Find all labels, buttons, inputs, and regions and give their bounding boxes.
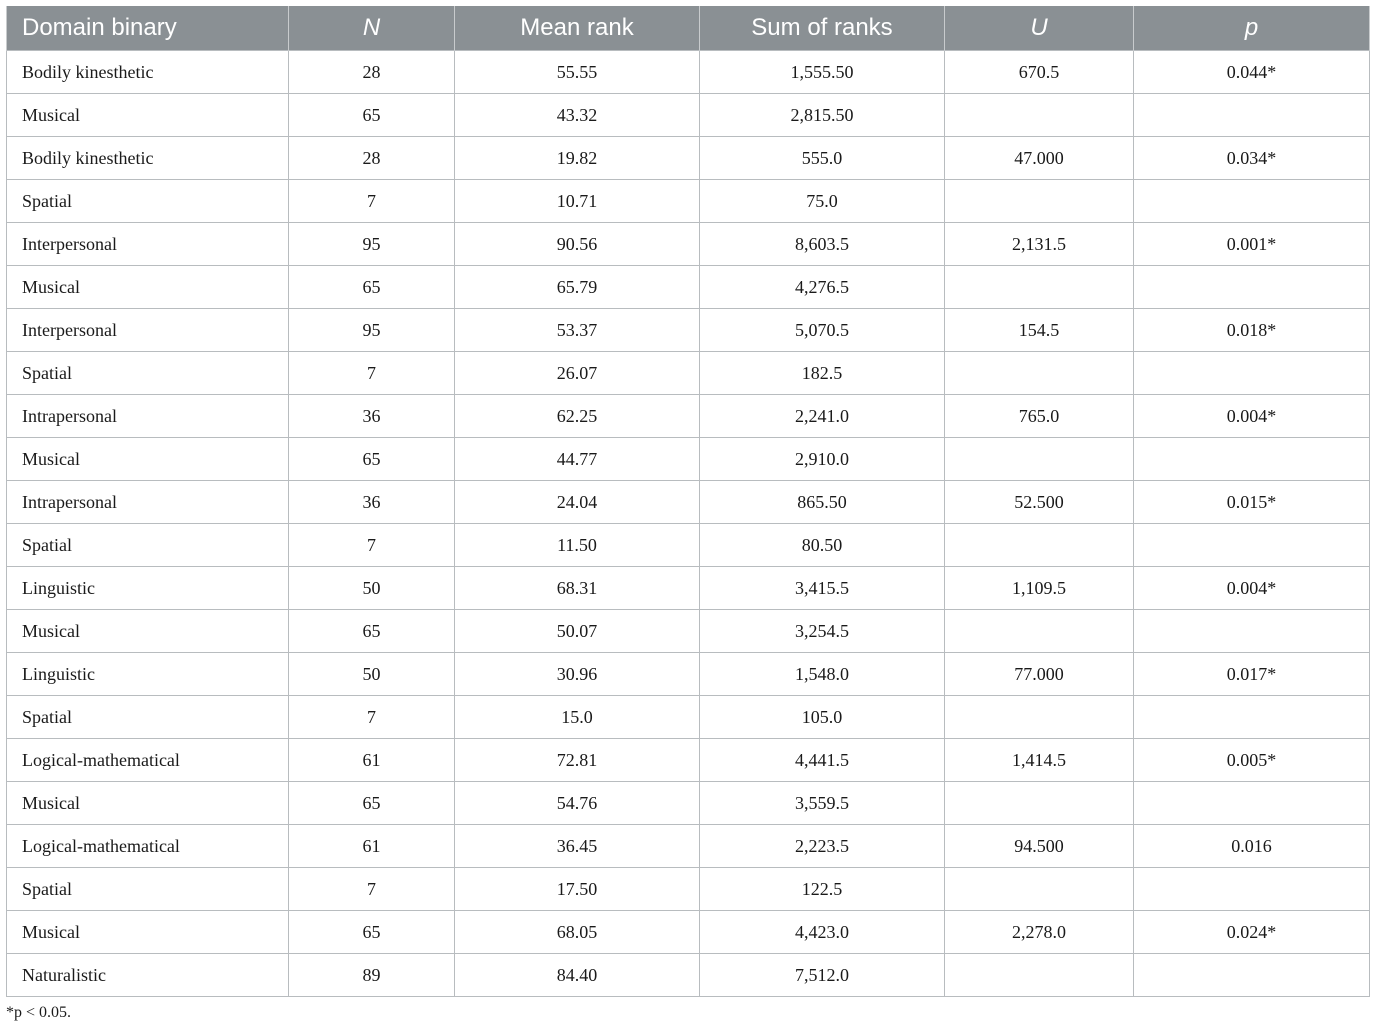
cell-n: 28	[289, 137, 455, 180]
cell-p: 0.044*	[1134, 51, 1370, 94]
cell-sum-of-ranks: 5,070.5	[700, 309, 945, 352]
cell-domain: Bodily kinesthetic	[7, 137, 289, 180]
cell-u	[945, 438, 1134, 481]
cell-domain: Musical	[7, 782, 289, 825]
cell-domain: Logical-mathematical	[7, 739, 289, 782]
table-row	[7, 954, 1370, 997]
mann-whitney-results-table	[6, 6, 1370, 997]
cell-u	[945, 352, 1134, 395]
cell-n: 89	[289, 954, 455, 997]
cell-sum-of-ranks: 865.50	[700, 481, 945, 524]
table-row	[7, 94, 1370, 137]
cell-p	[1134, 180, 1370, 223]
cell-mean-rank: 62.25	[455, 395, 700, 438]
cell-domain: Musical	[7, 911, 289, 954]
cell-mean-rank: 54.76	[455, 782, 700, 825]
cell-sum-of-ranks: 105.0	[700, 696, 945, 739]
cell-u	[945, 868, 1134, 911]
cell-sum-of-ranks: 4,441.5	[700, 739, 945, 782]
cell-mean-rank: 11.50	[455, 524, 700, 567]
cell-sum-of-ranks: 2,223.5	[700, 825, 945, 868]
table-row	[7, 610, 1370, 653]
cell-mean-rank: 30.96	[455, 653, 700, 696]
cell-u	[945, 782, 1134, 825]
cell-domain: Musical	[7, 266, 289, 309]
results-table-container	[6, 6, 1369, 997]
cell-n: 61	[289, 739, 455, 782]
cell-u: 154.5	[945, 309, 1134, 352]
cell-mean-rank: 90.56	[455, 223, 700, 266]
table-row	[7, 524, 1370, 567]
cell-sum-of-ranks: 3,559.5	[700, 782, 945, 825]
cell-domain: Interpersonal	[7, 309, 289, 352]
cell-domain: Interpersonal	[7, 223, 289, 266]
cell-n: 65	[289, 610, 455, 653]
cell-domain: Spatial	[7, 352, 289, 395]
cell-mean-rank: 19.82	[455, 137, 700, 180]
header-mean-rank: Mean rank	[455, 6, 700, 51]
cell-p	[1134, 610, 1370, 653]
cell-u: 77.000	[945, 653, 1134, 696]
cell-domain: Musical	[7, 94, 289, 137]
cell-n: 7	[289, 524, 455, 567]
cell-domain: Musical	[7, 610, 289, 653]
cell-mean-rank: 24.04	[455, 481, 700, 524]
cell-n: 65	[289, 94, 455, 137]
cell-p	[1134, 266, 1370, 309]
header-domain-binary: Domain binary	[7, 6, 289, 51]
cell-sum-of-ranks: 2,815.50	[700, 94, 945, 137]
cell-mean-rank: 10.71	[455, 180, 700, 223]
cell-mean-rank: 36.45	[455, 825, 700, 868]
cell-u: 765.0	[945, 395, 1134, 438]
cell-sum-of-ranks: 7,512.0	[700, 954, 945, 997]
table-body	[7, 51, 1370, 997]
table-row	[7, 567, 1370, 610]
cell-sum-of-ranks: 75.0	[700, 180, 945, 223]
cell-domain: Intrapersonal	[7, 481, 289, 524]
cell-domain: Spatial	[7, 696, 289, 739]
cell-p: 0.015*	[1134, 481, 1370, 524]
table-row	[7, 739, 1370, 782]
cell-sum-of-ranks: 2,241.0	[700, 395, 945, 438]
cell-p: 0.024*	[1134, 911, 1370, 954]
cell-sum-of-ranks: 4,276.5	[700, 266, 945, 309]
cell-u	[945, 94, 1134, 137]
table-row	[7, 825, 1370, 868]
cell-p: 0.017*	[1134, 653, 1370, 696]
cell-mean-rank: 72.81	[455, 739, 700, 782]
cell-n: 36	[289, 481, 455, 524]
table-row	[7, 309, 1370, 352]
cell-mean-rank: 17.50	[455, 868, 700, 911]
cell-p	[1134, 868, 1370, 911]
cell-p: 0.004*	[1134, 567, 1370, 610]
cell-u: 1,414.5	[945, 739, 1134, 782]
cell-sum-of-ranks: 182.5	[700, 352, 945, 395]
header-n: N	[289, 6, 455, 51]
cell-u: 47.000	[945, 137, 1134, 180]
cell-u: 94.500	[945, 825, 1134, 868]
cell-mean-rank: 50.07	[455, 610, 700, 653]
cell-sum-of-ranks: 555.0	[700, 137, 945, 180]
cell-u	[945, 524, 1134, 567]
cell-domain: Musical	[7, 438, 289, 481]
cell-u: 670.5	[945, 51, 1134, 94]
cell-domain: Spatial	[7, 868, 289, 911]
table-row	[7, 653, 1370, 696]
cell-mean-rank: 43.32	[455, 94, 700, 137]
cell-mean-rank: 53.37	[455, 309, 700, 352]
cell-p: 0.018*	[1134, 309, 1370, 352]
cell-u: 1,109.5	[945, 567, 1134, 610]
cell-n: 65	[289, 438, 455, 481]
cell-p	[1134, 782, 1370, 825]
cell-p: 0.034*	[1134, 137, 1370, 180]
cell-p	[1134, 352, 1370, 395]
header-sum-of-ranks: Sum of ranks	[700, 6, 945, 51]
footnote: *p < 0.05.	[6, 1004, 72, 1021]
cell-mean-rank: 15.0	[455, 696, 700, 739]
cell-sum-of-ranks: 2,910.0	[700, 438, 945, 481]
cell-domain: Linguistic	[7, 567, 289, 610]
cell-mean-rank: 55.55	[455, 51, 700, 94]
cell-u: 2,278.0	[945, 911, 1134, 954]
cell-u: 52.500	[945, 481, 1134, 524]
cell-p	[1134, 696, 1370, 739]
cell-domain: Bodily kinesthetic	[7, 51, 289, 94]
cell-mean-rank: 65.79	[455, 266, 700, 309]
cell-n: 50	[289, 567, 455, 610]
cell-n: 36	[289, 395, 455, 438]
cell-u	[945, 266, 1134, 309]
cell-n: 7	[289, 352, 455, 395]
cell-domain: Linguistic	[7, 653, 289, 696]
cell-domain: Naturalistic	[7, 954, 289, 997]
header-u: U	[945, 6, 1134, 51]
cell-p: 0.004*	[1134, 395, 1370, 438]
table-row	[7, 868, 1370, 911]
table-row	[7, 696, 1370, 739]
cell-domain: Intrapersonal	[7, 395, 289, 438]
cell-mean-rank: 26.07	[455, 352, 700, 395]
cell-n: 65	[289, 266, 455, 309]
cell-mean-rank: 44.77	[455, 438, 700, 481]
header-p: p	[1134, 6, 1370, 51]
cell-n: 7	[289, 696, 455, 739]
cell-u	[945, 696, 1134, 739]
table-row	[7, 266, 1370, 309]
cell-mean-rank: 68.05	[455, 911, 700, 954]
cell-u	[945, 180, 1134, 223]
cell-n: 95	[289, 309, 455, 352]
table-row	[7, 352, 1370, 395]
cell-p	[1134, 438, 1370, 481]
table-row	[7, 395, 1370, 438]
table-row	[7, 180, 1370, 223]
cell-u	[945, 954, 1134, 997]
cell-sum-of-ranks: 8,603.5	[700, 223, 945, 266]
table-row	[7, 51, 1370, 94]
table-row	[7, 782, 1370, 825]
cell-domain: Spatial	[7, 524, 289, 567]
cell-p	[1134, 524, 1370, 567]
cell-n: 65	[289, 911, 455, 954]
cell-sum-of-ranks: 4,423.0	[700, 911, 945, 954]
cell-p: 0.016	[1134, 825, 1370, 868]
table-row	[7, 438, 1370, 481]
cell-domain: Logical-mathematical	[7, 825, 289, 868]
cell-u	[945, 610, 1134, 653]
cell-mean-rank: 68.31	[455, 567, 700, 610]
cell-n: 7	[289, 868, 455, 911]
cell-p	[1134, 94, 1370, 137]
cell-sum-of-ranks: 1,548.0	[700, 653, 945, 696]
table-row	[7, 911, 1370, 954]
cell-n: 61	[289, 825, 455, 868]
cell-n: 95	[289, 223, 455, 266]
table-row	[7, 223, 1370, 266]
table-row	[7, 137, 1370, 180]
cell-p	[1134, 954, 1370, 997]
cell-n: 65	[289, 782, 455, 825]
cell-sum-of-ranks: 3,415.5	[700, 567, 945, 610]
cell-p: 0.001*	[1134, 223, 1370, 266]
cell-sum-of-ranks: 1,555.50	[700, 51, 945, 94]
cell-n: 50	[289, 653, 455, 696]
cell-domain: Spatial	[7, 180, 289, 223]
cell-u: 2,131.5	[945, 223, 1134, 266]
cell-sum-of-ranks: 80.50	[700, 524, 945, 567]
cell-sum-of-ranks: 3,254.5	[700, 610, 945, 653]
table-row	[7, 481, 1370, 524]
table-header-row	[7, 6, 1370, 51]
cell-mean-rank: 84.40	[455, 954, 700, 997]
cell-n: 28	[289, 51, 455, 94]
cell-n: 7	[289, 180, 455, 223]
cell-p: 0.005*	[1134, 739, 1370, 782]
cell-sum-of-ranks: 122.5	[700, 868, 945, 911]
